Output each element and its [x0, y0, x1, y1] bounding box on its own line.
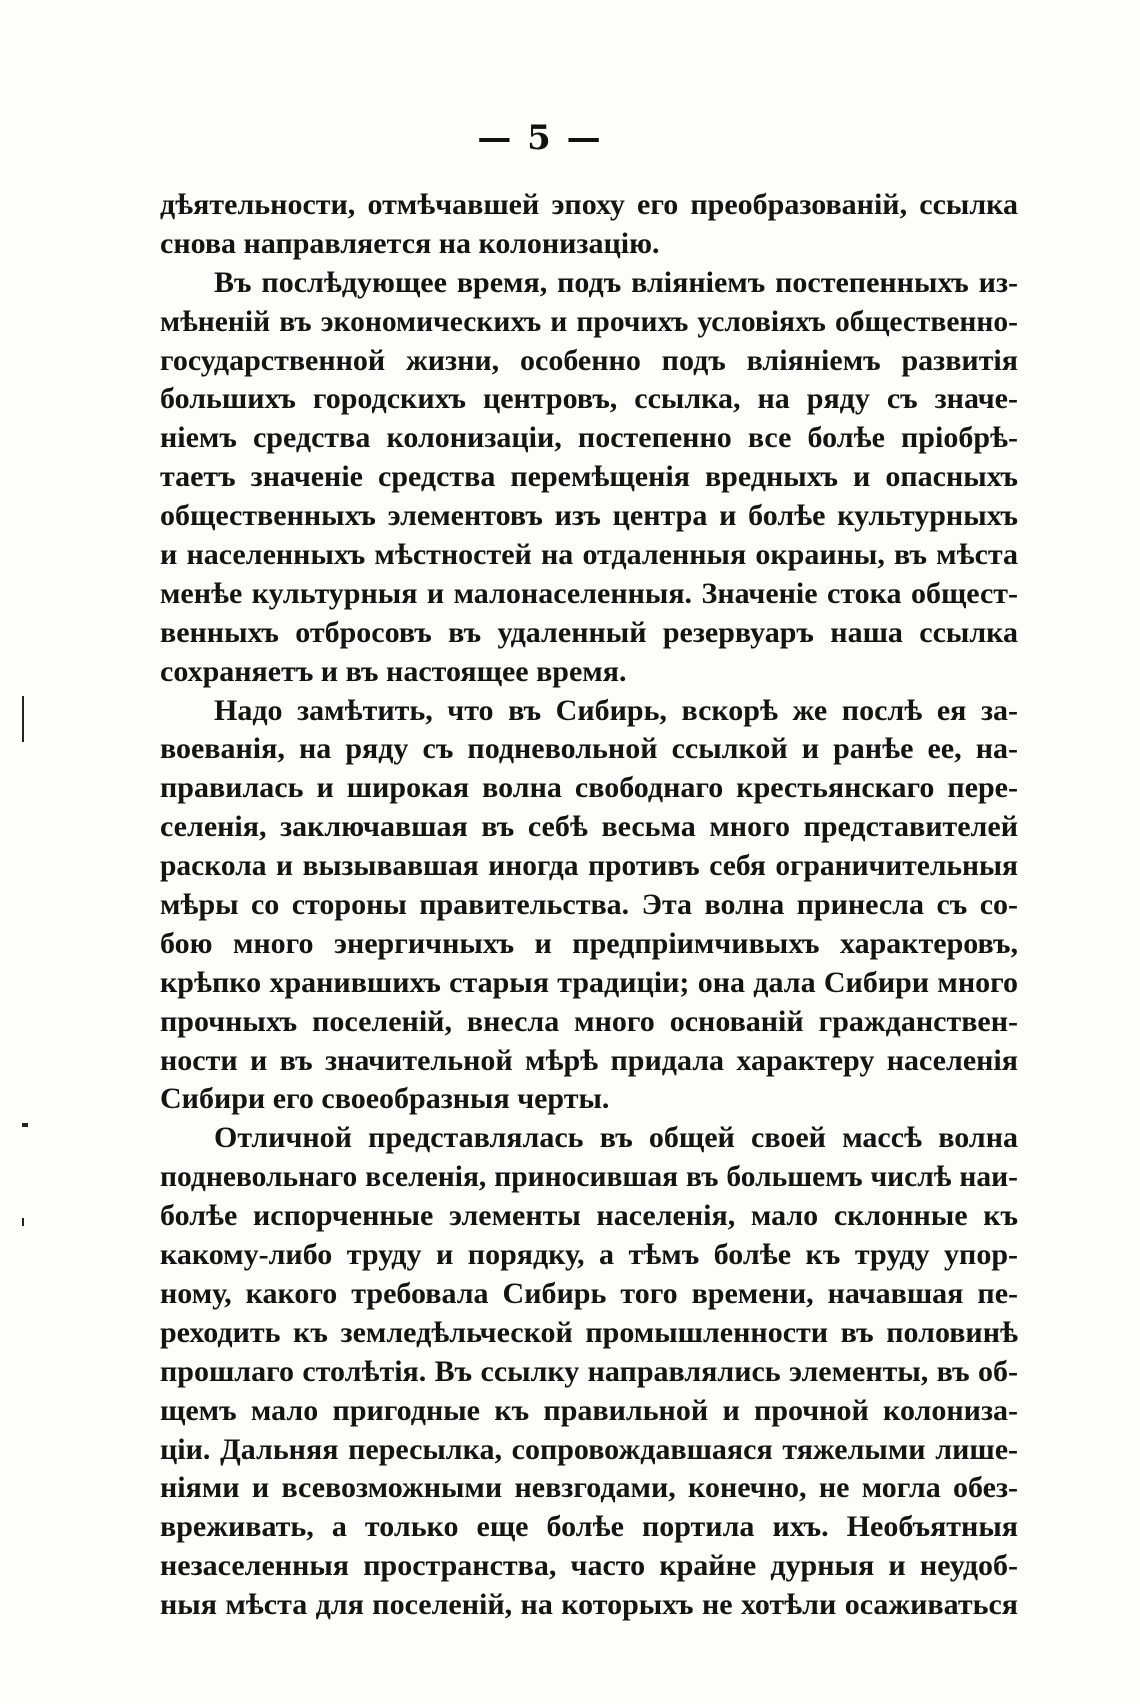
text-line: прочныхъ поселеній, внесла много основаній гражданствен- [160, 1004, 1018, 1038]
text-line: раскола и вызывавшая иногда противъ себя ограничительныя [160, 850, 1018, 883]
text-line: дѣятельности, отмѣчавшей эпоху его преобразованій, ссылка [160, 188, 1018, 221]
text-line: Сибири его своеобразныя черты. [160, 1082, 610, 1116]
text-line: реходить къ земледѣльческой промышленности въ половинѣ [160, 1315, 1018, 1349]
text-line: ному, какого требовала Сибирь того времени, начавшая пе- [160, 1276, 1018, 1310]
text-line: вреживать, а только еще болѣе портила ихъ. Необъятныя [160, 1510, 1018, 1544]
text-line: сохраняетъ и въ настоящее время. [160, 654, 627, 688]
text-line: таетъ значеніе средства перемѣщенія вредныхъ и опасныхъ [160, 460, 1018, 494]
text-line: крѣпко хранившихъ старыя традиціи; она дала Сибири много [160, 965, 1018, 999]
text-line: ныя мѣста для поселеній, на которыхъ не хотѣли осаживаться [160, 1588, 1018, 1622]
text-line: Надо замѣтить, что въ Сибирь, вскорѣ же послѣ ея за- [214, 693, 1018, 727]
text-line: венныхъ отбросовъ въ удаленный резервуаръ наша ссылка [160, 615, 1018, 649]
text-line: государственной жизни, особенно подъ вліяніемъ развитія [160, 343, 1018, 377]
text-line: мѣры со стороны правительства. Эта волна принесла съ со- [160, 888, 1018, 922]
text-line: подневольнаго вселенія, приносившая въ большемъ числѣ наи- [160, 1161, 1018, 1194]
text-line: какому-либо труду и порядку, а тѣмъ болѣе къ труду упор- [160, 1238, 1018, 1272]
body-text [160, 186, 1018, 1625]
text-line: болѣе испорченные элементы населенія, мало склонные къ [160, 1199, 1018, 1233]
text-line: незаселенныя пространства, часто крайне дурныя и неудоб- [160, 1549, 1018, 1583]
text-line: прошлаго столѣтія. Въ ссылку направлялись элементы, въ об- [160, 1354, 1018, 1388]
text-line: ніемъ средства колонизаціи, постепенно все болѣе пріобрѣ- [160, 421, 1018, 455]
text-line: снова направляется на колонизацію. [160, 226, 660, 260]
margin-mark [22, 1123, 28, 1127]
text-line: щемъ мало пригодные къ правильной и прочной колониза- [160, 1393, 1018, 1427]
text-line: Въ послѣдующее время, подъ вліяніемъ постепенныхъ из- [214, 265, 1018, 299]
text-line: бою много энергичныхъ и предпріимчивыхъ характеровъ, [160, 926, 1018, 960]
text-line: ности и въ значительной мѣрѣ придала характеру населенія [160, 1043, 1018, 1077]
text-line: ціи. Дальняя пересылка, сопровождавшаяся тяжелыми лише- [160, 1432, 1018, 1466]
text-line: и населенныхъ мѣстностей на отдаленныя окраины, въ мѣста [160, 538, 1018, 572]
text-line: селенія, заключавшая въ себѣ весьма много представителей [160, 810, 1018, 844]
margin-mark [22, 696, 24, 742]
text-line: менѣе культурныя и малонаселенныя. Значеніе стока общест- [160, 576, 1018, 610]
text-line: мѣненій въ экономическихъ и прочихъ условіяхъ общественно- [160, 305, 1018, 338]
margin-mark [22, 1218, 24, 1226]
text-line: Отличной представлялась въ общей своей массѣ волна [214, 1121, 1018, 1155]
text-line: правилась и широкая волна свободнаго крестьянскаго пере- [160, 771, 1018, 805]
text-line: общественныхъ элементовъ изъ центра и болѣе культурныхъ [160, 499, 1018, 533]
page-number: — 5 — [477, 118, 603, 158]
text-line: воеванія, на ряду съ подневольной ссылкой и ранѣе ее, на- [160, 732, 1018, 766]
text-line: большихъ городскихъ центровъ, ссылка, на ряду съ значе- [160, 382, 1018, 416]
text-line: ніями и всевозможными невзгодами, конечно, не могла обез- [160, 1471, 1018, 1505]
